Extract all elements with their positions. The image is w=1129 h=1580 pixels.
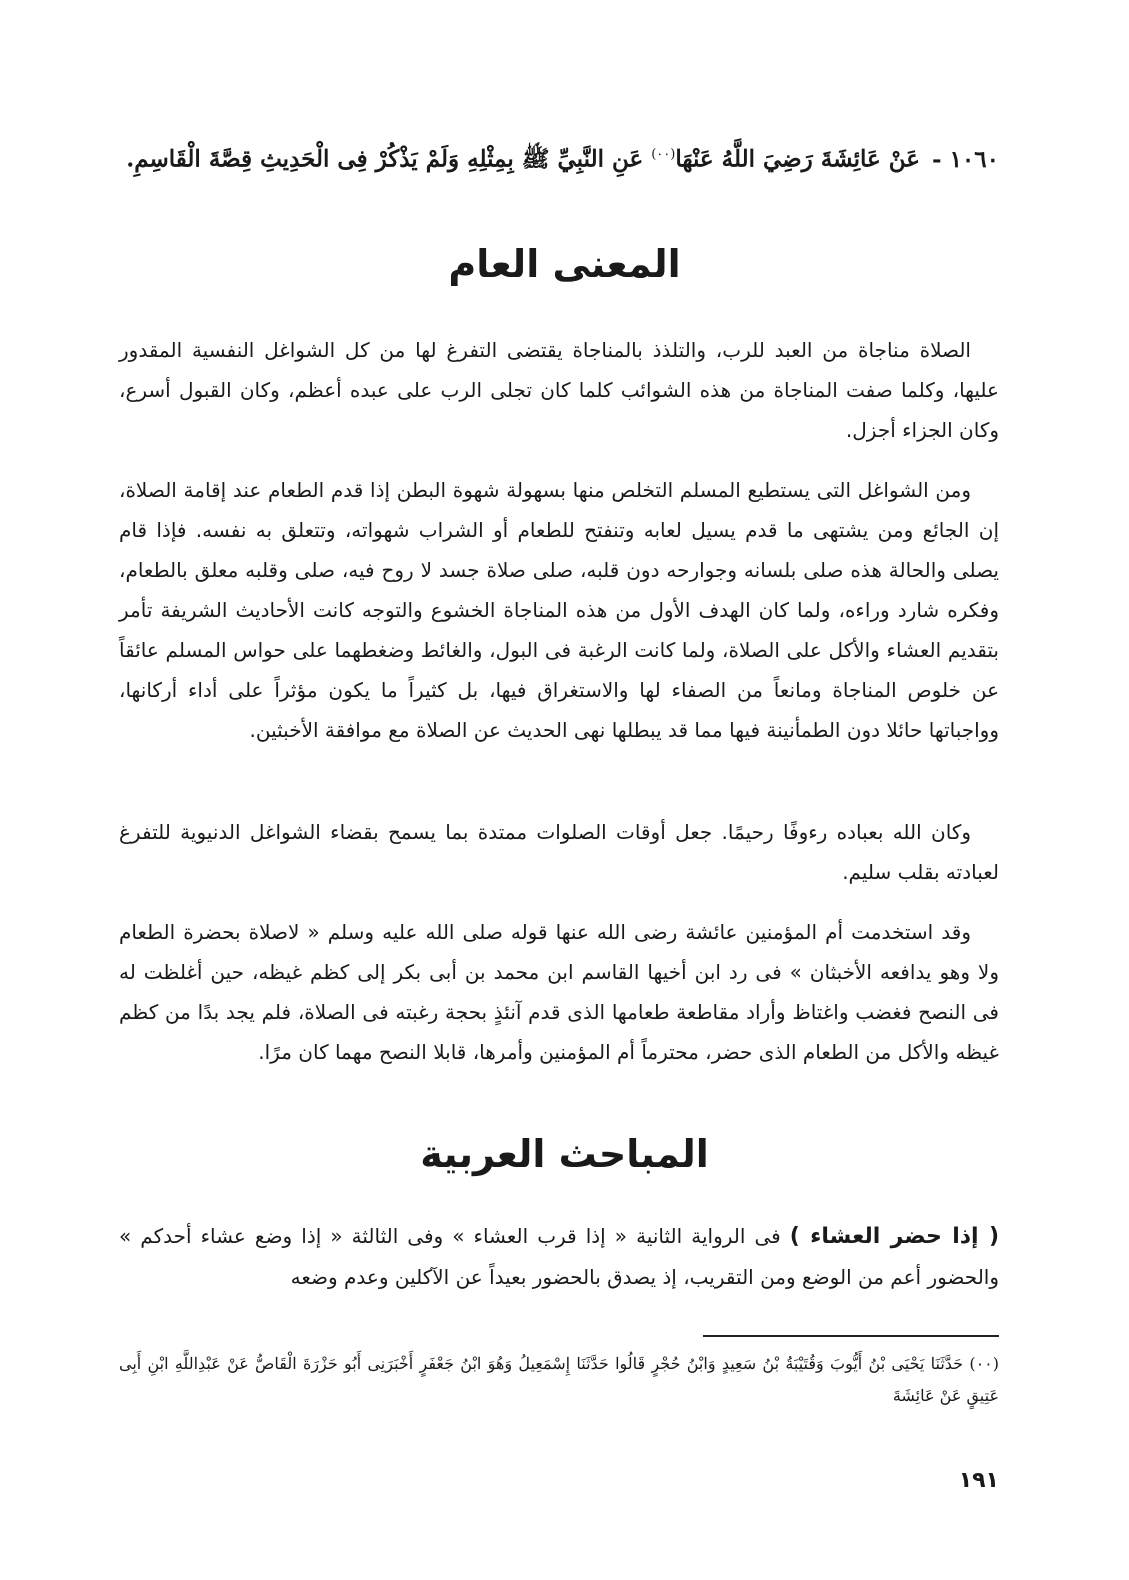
- paragraph-5-rest: فى الرواية الثانية « إذا قرب العشاء » وفى الثالثة « إذا وضع عشاء أحدكم » والحضور أعم من الوضع ومن التقريب، إذ يصدق بالحضور بعيداً عن الآكلين وعدم وضعه: [119, 1224, 999, 1289]
- hadith-text-continued: عَنِ النَّبِيِّ ﷺ بِمِثْلِهِ وَلَمْ يَذْكُرْ فِى الْحَدِيثِ قِصَّةَ الْقَاسِمِ.: [126, 145, 652, 173]
- paragraph-2-text: ومن الشواغل التى يستطيع المسلم التخلص منها بسهولة شهوة البطن إذا قدم الطعام عند إقامة الصلاة، إن الجائع ومن يشتهى ما قدم يسيل لعابه وتنفتح للطعام أو الشراب شهواته، وتتعلق به نفسه. فإذا قام يصلى والحالة هذه صلى بلسانه وجوارحه دون قلبه، صلى صلاة جسد لا روح فيه، صلى وقلبه معلق بالطعام، وفكره شارد وراءه، ولما كان الهدف الأول من هذه المناجاة الخشوع والتوجه كانت الأحاديث الشريفة تأمر بتقديم العشاء والأكل على الصلاة، ولما كانت الرغبة فى البول، والغائط وضغطهما على حواس المسلم عائقاً عن خلوص المناجاة ومانعاً من الصفاء لها والاستغراق فيها، بل كثيراً ما يكون مؤثراً على أداء أركانها، وواجباتها حائلا دون الطمأنينة فيها مما قد يبطلها نهى الحديث عن الصلاة مع موافقة الأخبثين.: [119, 478, 999, 742]
- paragraph-1: [119, 330, 999, 450]
- hadith-text: [119, 128, 999, 187]
- paragraph-5-text: [119, 1216, 999, 1297]
- discussed-term: ( إذا حضر العشاء ): [789, 1224, 1000, 1249]
- section-title-arabic-topics: المباحث العربية: [420, 1132, 709, 1176]
- paragraph-2: [119, 470, 999, 750]
- hadith-chain: عَنْ عَائِشَةَ رَضِيَ اللَّهُ عَنْهَا: [675, 145, 921, 173]
- paragraph-1-text: الصلاة مناجاة من العبد للرب، والتلذذ بالمناجاة يقتضى التفرغ لها من كل الشواغل النفسية المقدور عليها، وكلما صفت المناجاة من هذه الشوائب كلما كان تجلى الرب على عبده أعظم، وكان القبول أسرع، وكان الجزاء أجزل.: [119, 338, 999, 442]
- paragraph-4-text: وقد استخدمت أم المؤمنين عائشة رضى الله عنها قوله صلى الله عليه وسلم « لاصلاة بحضرة الطعام ولا وهو يدافعه الأخبثان » فى رد ابن أخيها القاسم ابن محمد بن أبى بكر إلى كظم غيظه، حين أغلظت له فى النصح فغضب واغتاظ وأراد مقاطعة طعامها الذى قدم آنئذٍ بحجة رغبته فى الصلاة، فلم يجد بدًا من كظم غيظه والأكل من الطعام الذى حضر، محترماً أم المؤمنين وأمرها، قابلا النصح مهما كان مرًا.: [119, 920, 999, 1064]
- footnote: [119, 1348, 999, 1412]
- footnote-text: (٠٠) حَدَّثَنَا يَحْيَى بْنُ أَيُّوبَ وَقُتَيْبَةُ بْنُ سَعِيدٍ وَابْنُ حُجْرٍ قَالُوا حَدَّثَنَا إِسْمَعِيلُ وَهُوَ ابْنُ جَعْفَرٍ أَخْبَرَنِى أَبُو حَزْرَةَ الْقَاصُّ عَنْ عَبْدِاللَّهِ ابْنِ أَبِى عَتِيقٍ عَنْ عَائِشَةَ: [119, 1354, 1000, 1405]
- footnote-marker: (٠٠): [651, 147, 676, 162]
- paragraph-4: [119, 912, 999, 1072]
- paragraph-3-text: وكان الله بعباده رءوفًا رحيمًا. جعل أوقات الصلوات ممتدة بما يسمح بقضاء الشواغل الدنيوية للتفرغ لعبادته بقلب سليم.: [119, 820, 999, 884]
- footnote-divider: [703, 1335, 999, 1337]
- paragraph-3: [119, 812, 999, 892]
- paragraph-5: [119, 1216, 999, 1297]
- section-title-general-meaning: المعنى العام: [448, 242, 681, 286]
- page-number: ١٩١: [958, 1468, 999, 1493]
- hadith-number: ١٠٦٠ -: [924, 145, 999, 173]
